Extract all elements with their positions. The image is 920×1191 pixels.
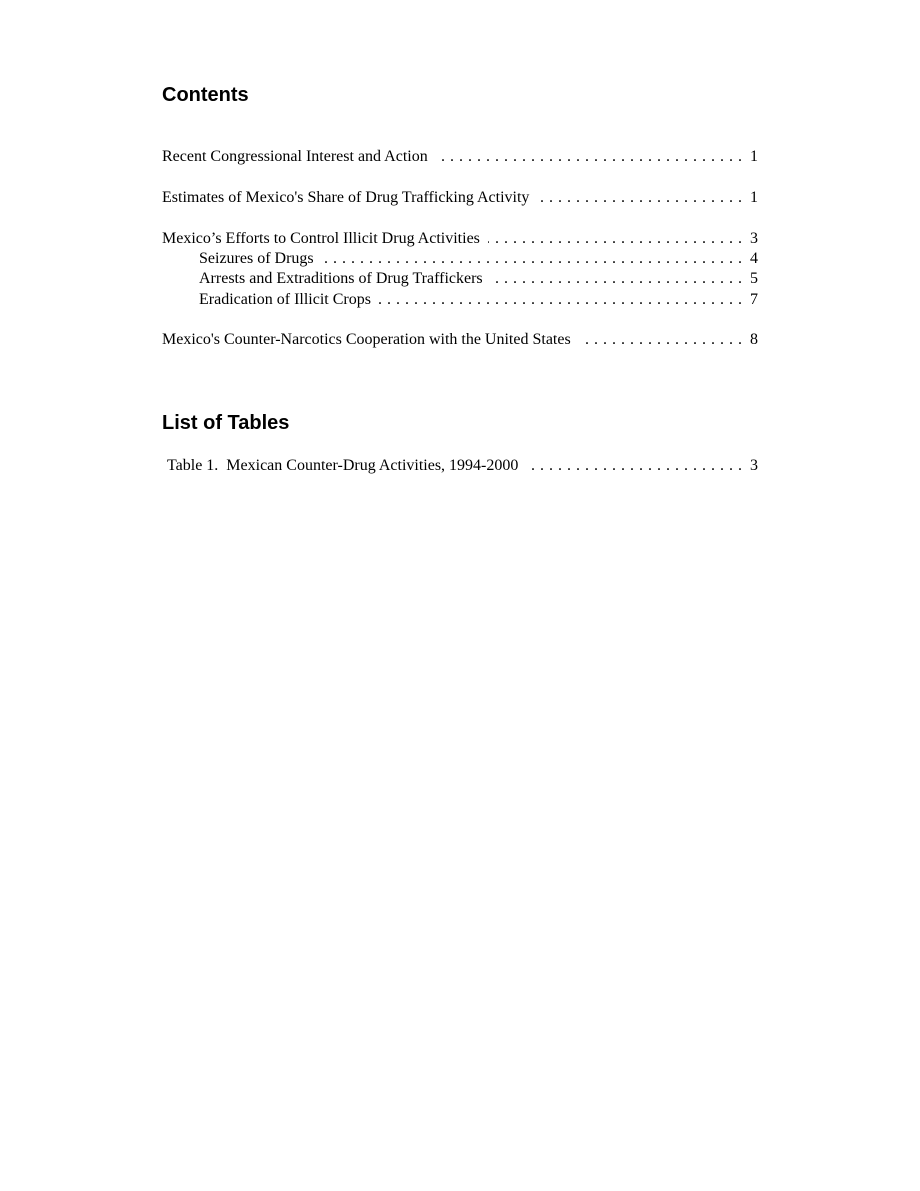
toc-entry-title: Mexico's Counter-Narcotics Cooperation with the United States xyxy=(162,331,571,348)
toc-entry-page: 1 xyxy=(750,148,758,165)
toc-entry-page: 3 xyxy=(750,230,758,247)
list-of-tables-heading: List of Tables xyxy=(162,412,290,434)
dot-leader xyxy=(526,456,742,476)
table-entry-page: 3 xyxy=(750,457,758,474)
toc-entry-page: 4 xyxy=(750,250,758,267)
toc-entry-title: Arrests and Extraditions of Drug Traffickers xyxy=(199,270,483,287)
toc-entry-mexico-share[interactable] xyxy=(162,188,758,208)
toc-entry-page: 7 xyxy=(750,291,758,308)
dot-leader xyxy=(379,290,742,310)
toc-entry-title: Recent Congressional Interest and Action xyxy=(162,148,428,165)
table-entry-title: Table 1. Mexican Counter-Drug Activities, 1994-2000 xyxy=(167,457,519,474)
toc-entry-title: Eradication of Illicit Crops xyxy=(199,291,371,308)
toc-entry-page: 8 xyxy=(750,331,758,348)
dot-leader xyxy=(322,249,742,269)
toc-subentry-seizures[interactable] xyxy=(199,249,758,269)
toc-entry-page: 1 xyxy=(750,189,758,206)
toc-entry-mexico-efforts[interactable] xyxy=(162,229,758,249)
dot-leader xyxy=(579,330,742,350)
dot-leader xyxy=(491,269,742,289)
table-entry-1[interactable] xyxy=(167,456,758,476)
toc-entry-cooperation[interactable] xyxy=(162,330,758,350)
toc-entry-title: Estimates of Mexico's Share of Drug Trafficking Activity xyxy=(162,189,530,206)
dot-leader xyxy=(436,147,742,167)
dot-leader xyxy=(537,188,742,208)
toc-entry-page: 5 xyxy=(750,270,758,287)
contents-heading: Contents xyxy=(162,84,249,106)
toc-subentry-eradication[interactable] xyxy=(199,290,758,310)
toc-entry-congressional-interest[interactable] xyxy=(162,147,758,167)
toc-entry-title: Seizures of Drugs xyxy=(199,250,314,267)
toc-entry-title: Mexico’s Efforts to Control Illicit Drug Activities xyxy=(162,230,480,247)
dot-leader xyxy=(488,229,742,249)
toc-subentry-arrests[interactable] xyxy=(199,269,758,289)
